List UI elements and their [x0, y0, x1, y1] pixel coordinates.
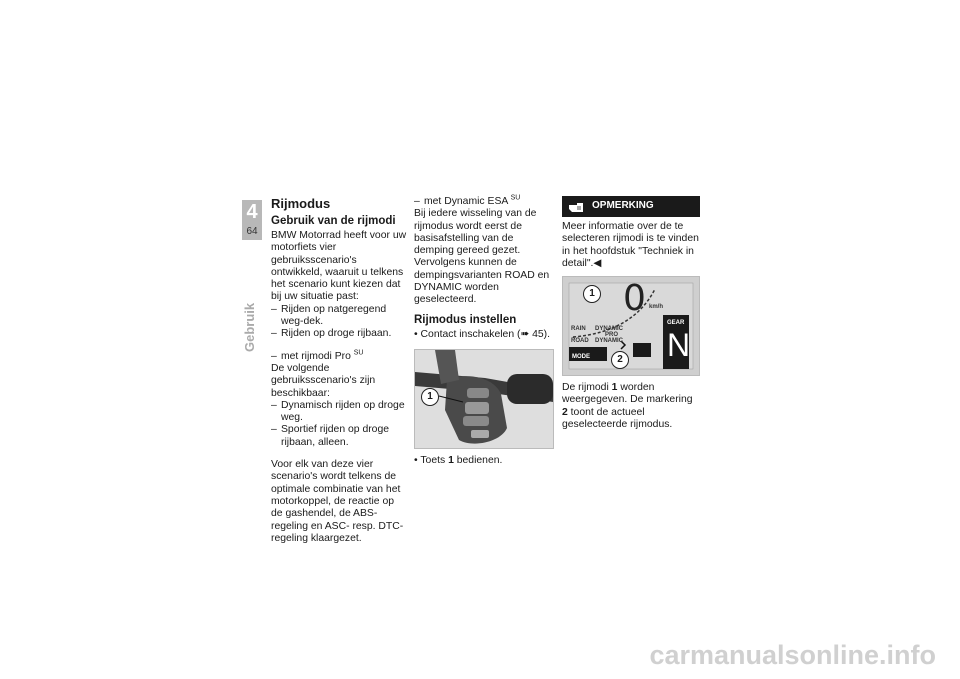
handlebar-switch-figure: [414, 349, 554, 449]
pointing-hand-icon: [568, 201, 584, 213]
option-rijmodi-pro: – met rijmodi Pro $^{SU}$: [271, 349, 364, 362]
section-subtitle: Gebruik van de rijmodi: [271, 215, 396, 227]
speed-unit: km/h: [649, 304, 664, 311]
section-heading-instellen: Rijmodus instellen: [414, 313, 517, 326]
callout-1: 1: [583, 285, 601, 303]
intro-paragraph: BMW Motorrad heeft voor uw motorfiets vier gebruiksscenario's ontwikkeld, waaruit u telkens het scenario kunt kiezen dat bij uw situatie past:: [271, 230, 407, 303]
list-item: – Rijden op droge rijbaan.: [271, 328, 392, 340]
list-item: – Rijden op natgeregend weg-dek.: [271, 303, 387, 328]
page-number: 64: [246, 226, 258, 237]
note-text: Meer informatie over de te selecteren rijmodi is te vinden in het hoofdstuk "Techniek in detail".◀: [562, 221, 699, 269]
callout-2: 2: [611, 351, 629, 369]
mode-pro: PRO: [605, 332, 619, 339]
mode-road: ROAD: [571, 338, 589, 345]
note-title: OPMERKING: [592, 200, 654, 212]
callout-1: 1: [421, 388, 439, 406]
mode-dynamic-2: DYNAMIC: [595, 338, 623, 345]
display-caption: De rijmodi 1 worden weergegeven. De markering 2 toont de actueel geselecteerde rijmodus.: [562, 382, 693, 431]
step-contact: • Contact inschakelen (➠ 45).: [414, 328, 550, 340]
column-3: [562, 196, 700, 431]
note-header: [562, 196, 700, 217]
list-item: – Sportief rijden op droge rijbaan, alleen.: [271, 424, 390, 448]
watermark: carmanualsonline.info: [649, 640, 936, 670]
chapter-title: Gebruik: [242, 302, 257, 352]
section-title: Rijmodus: [271, 196, 331, 211]
scenario-paragraph: Voor elk van deze vier scenario's wordt telkens de optimale combinatie van het motorkoppel, de reactie op de gashendel, de ABS-regeling en ASC- resp. DTC-regeling klaargezet.: [271, 459, 404, 544]
intro-paragraph-2: De volgende gebruiksscenario's zijn beschikbaar:: [271, 362, 376, 399]
step-button: • Toets 1 bedienen.: [414, 454, 503, 466]
list-item: – Dynamisch rijden op droge weg.: [271, 399, 405, 424]
mode-rain: RAIN: [571, 326, 586, 333]
instrument-display-figure: [562, 276, 700, 376]
column-1: [271, 196, 407, 545]
column-2: [414, 196, 554, 467]
mode-label: MODE: [572, 354, 590, 361]
end-triangle-icon: ◀: [593, 257, 602, 269]
arrow-ref-icon: ➠: [520, 328, 530, 340]
mode-dynamic: DYNAMIC: [595, 326, 623, 333]
gear-indicator: N: [667, 327, 691, 364]
chapter-number: 4: [246, 201, 258, 223]
option-dynamic-esa: – met Dynamic ESA $^{SU}$: [414, 194, 521, 207]
gear-label: GEAR: [667, 320, 685, 327]
speed-readout: 0: [623, 278, 646, 320]
damping-paragraph: Bij iedere wisseling van de rijmodus wordt eerst de basisafstelling van de demping gereed gezet. Vervolgens kunnen de dempingsvarianten ROAD en DYNAMIC worden geselecteerd.: [414, 208, 550, 306]
